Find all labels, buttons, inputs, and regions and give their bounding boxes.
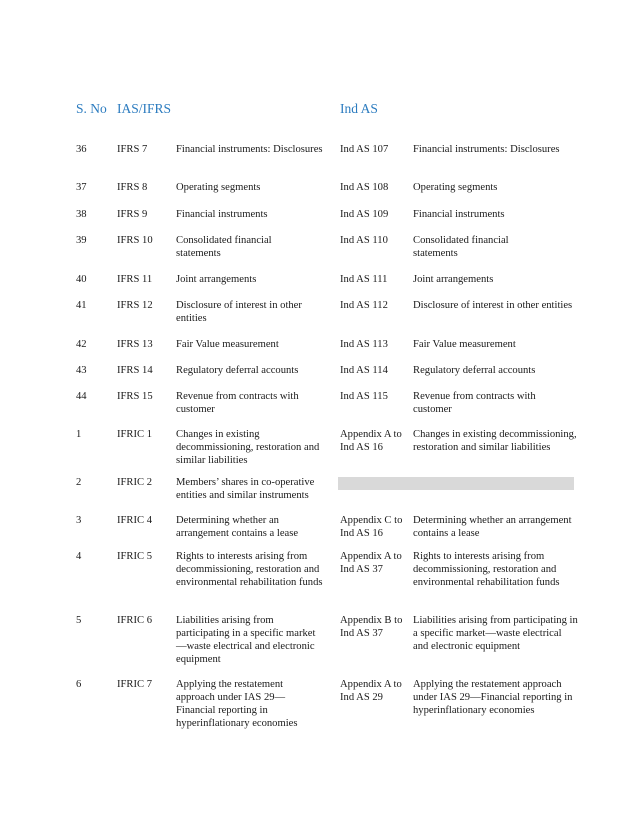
row-ind-as: Ind AS 111 <box>340 274 388 285</box>
row-ifrs: IFRIC 1 <box>117 429 153 440</box>
row-ifrs-title: Liabilities arising from participating in a specific market—waste electrical and electronic equipment <box>176 615 316 665</box>
row-ifrs: IFRS 14 <box>117 365 153 376</box>
header-sno: S. No <box>76 101 107 116</box>
row-ind-as-title: Joint arrangements <box>413 274 494 285</box>
row-ind-as: Ind AS 108 <box>340 182 389 193</box>
row-ind-as: Ind AS 114 <box>340 365 388 376</box>
row-ifrs: IFRS 15 <box>117 391 153 402</box>
row-ifrs-title: Regulatory deferral accounts <box>176 365 299 376</box>
empty-ind-as-cell-shading <box>338 477 574 490</box>
header-ind-as: Ind AS <box>340 101 378 116</box>
row-ind-as: Appendix A to Ind AS 16 <box>340 429 402 453</box>
row-ind-as: Appendix C to Ind AS 16 <box>340 515 403 539</box>
row-sno: 43 <box>76 365 87 376</box>
row-ind-as: Ind AS 110 <box>340 235 388 246</box>
row-ifrs: IFRS 12 <box>117 300 153 311</box>
row-ifrs: IFRS 8 <box>117 182 148 193</box>
row-ifrs: IFRIC 5 <box>117 551 153 562</box>
row-ind-as: Appendix A to Ind AS 29 <box>340 679 402 703</box>
row-ind-as-title: Disclosure of interest in other entities <box>413 300 573 311</box>
row-ifrs-title: Determining whether an arrangement contains a lease <box>176 515 299 539</box>
row-ifrs-title: Changes in existing decommissioning, restoration and similar liabilities <box>176 429 320 466</box>
row-ifrs-title: Financial instruments <box>176 209 268 220</box>
row-sno: 40 <box>76 274 87 285</box>
row-ifrs-title: Revenue from contracts with customer <box>176 391 299 415</box>
row-ind-as-title: Operating segments <box>413 182 498 193</box>
row-ifrs-title: Financial instruments: Disclosures <box>176 144 323 155</box>
row-ifrs: IFRS 7 <box>117 144 148 155</box>
header-ias-ifrs: IAS/IFRS <box>117 101 172 116</box>
row-sno: 4 <box>76 551 82 562</box>
row-sno: 37 <box>76 182 87 193</box>
row-ifrs-title: Rights to interests arising from decommissioning, restoration and environmental rehabilitation funds <box>176 551 323 588</box>
row-ind-as: Ind AS 113 <box>340 339 388 350</box>
row-ifrs-title: Applying the restatement approach under IAS 29—Financial reporting in hyperinflationary economies <box>176 679 298 729</box>
row-sno: 38 <box>76 209 87 220</box>
row-sno: 44 <box>76 391 87 402</box>
row-ind-as: Appendix B to Ind AS 37 <box>340 615 403 639</box>
row-ind-as-title: Fair Value measurement <box>413 339 516 350</box>
row-sno: 3 <box>76 515 82 526</box>
row-ind-as-title: Liabilities arising from participating in a specific market—waste electrical and electronic equipment <box>413 615 578 652</box>
row-ifrs-title: Disclosure of interest in other entities <box>176 300 302 324</box>
row-ifrs: IFRIC 2 <box>117 477 153 488</box>
row-sno: 6 <box>76 679 82 690</box>
row-ind-as: Ind AS 107 <box>340 144 389 155</box>
row-ifrs: IFRS 9 <box>117 209 148 220</box>
row-ifrs: IFRS 10 <box>117 235 153 246</box>
row-sno: 2 <box>76 477 82 488</box>
row-ifrs-title: Joint arrangements <box>176 274 257 285</box>
row-ifrs: IFRIC 4 <box>117 515 153 526</box>
row-ind-as-title: Changes in existing decommissioning, restoration and similar liabilities <box>413 429 577 453</box>
row-ind-as-title: Determining whether an arrangement contains a lease <box>413 515 572 539</box>
row-sno: 1 <box>76 429 82 440</box>
row-ind-as: Ind AS 112 <box>340 300 388 311</box>
row-ifrs-title: Operating segments <box>176 182 261 193</box>
row-ind-as-title: Revenue from contracts with customer <box>413 391 536 415</box>
row-sno: 42 <box>76 339 87 350</box>
row-ifrs: IFRIC 6 <box>117 615 153 626</box>
row-sno: 36 <box>76 144 87 155</box>
row-sno: 39 <box>76 235 87 246</box>
row-ind-as-title: Financial instruments: Disclosures <box>413 144 560 155</box>
row-ind-as: Appendix A to Ind AS 37 <box>340 551 402 575</box>
row-ifrs: IFRIC 7 <box>117 679 153 690</box>
row-ind-as: Ind AS 109 <box>340 209 389 220</box>
row-ind-as-title: Financial instruments <box>413 209 505 220</box>
row-ind-as-title: Rights to interests arising from decommissioning, restoration and environmental rehabilitation funds <box>413 551 560 588</box>
row-ifrs-title: Members’ shares in co-operative entities and similar instruments <box>176 477 315 501</box>
row-ifrs: IFRS 11 <box>117 274 153 285</box>
row-sno: 41 <box>76 300 87 311</box>
row-ind-as-title: Applying the restatement approach under IAS 29—Financial reporting in hyperinflationary economies <box>413 679 573 716</box>
row-ifrs-title: Consolidated financial statements <box>176 235 272 259</box>
row-sno: 5 <box>76 615 82 626</box>
row-ifrs-title: Fair Value measurement <box>176 339 279 350</box>
row-ifrs: IFRS 13 <box>117 339 153 350</box>
row-ind-as-title: Regulatory deferral accounts <box>413 365 536 376</box>
row-ind-as-title: Consolidated financial statements <box>413 235 509 259</box>
row-ind-as: Ind AS 115 <box>340 391 388 402</box>
